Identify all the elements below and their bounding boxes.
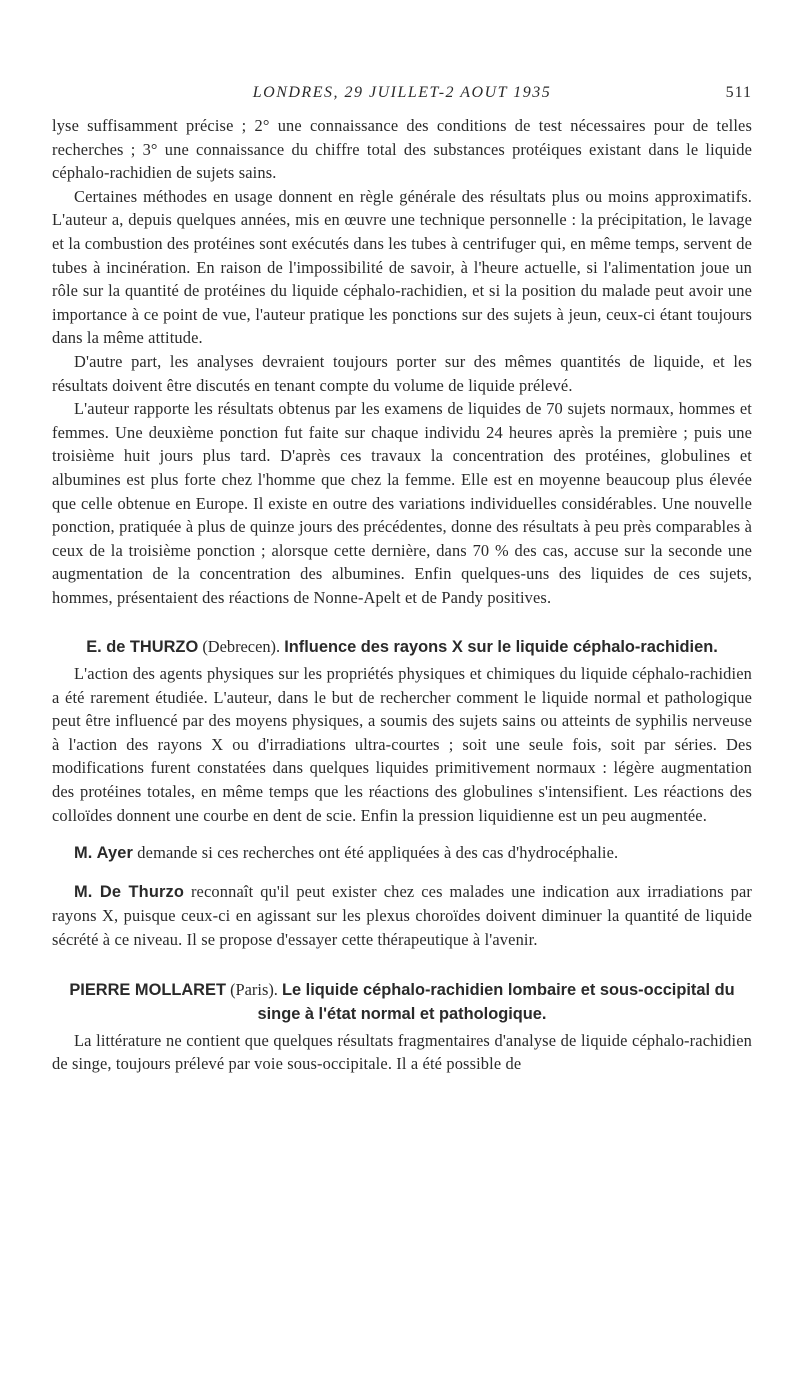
- author-name: E. de THURZO: [86, 638, 199, 657]
- author-name: PIERRE MOLLARET: [69, 980, 226, 999]
- article-mollaret: [52, 978, 752, 1076]
- author-affiliation: (Debrecen).: [202, 637, 281, 657]
- discussion-text: reconnaît qu'il peut exister chez ces malades une indication aux irradiations par rayons X, puisque ceux-ci en agissant sur les plexus choroïdes doivent diminuer la quantité de liquide sécrété à ce niveau. Il se propose d'essayer cette thérapeutique à l'avenir.: [52, 881, 752, 949]
- paragraph: Certaines méthodes en usage donnent en règle générale des résultats plus ou moins approximatifs. L'auteur a, depuis quelques années, mis en œuvre une technique personnelle : la précipitation, le lavage et la combustion des protéines sont exécutés dans les tubes à centrifuger qui, en même temps, servent de tubes à incinération. En raison de l'impossibilité de savoir, à l'heure actuelle, si l'alimentation joue un rôle sur la quantité de protéines du liquide céphalo-rachidien, et si la position du malade peut avoir une importance à ce point de vue, l'auteur pratique les ponctions sur des sujets à jeun, ceux-ci étant toujours dans la même attitude.: [52, 186, 752, 348]
- paragraph: L'auteur rapporte les résultats obtenus par les examens de liquides de 70 sujets normaux, hommes et femmes. Une deuxième ponction fut faite sur chaque individu 24 heures après la première ; puis une troisième huit jours plus tard. D'après ces travaux la concentration des protéines, globulines et albumines est plus forte chez l'homme que chez la femme. Elle est en moyenne beaucoup plus élevée que celle obtenue en Europe. Il existe en outre des variations individuelles considérables. Une nouvelle ponction, pratiquée à plus de quinze jours des précédentes, donne des résultats à peu près comparables à ceux de la troisième ponction ; alorsque cette dernière, dans 70 % des cas, accuse sur la seconde une augmentation de la concentration des albumines. Enfin quelques-uns des liquides de ces sujets, hommes, présentaient des réactions de Nonne-Apelt et de Pandy positives.: [52, 399, 752, 607]
- article-title: Le liquide céphalo-rachidien lombaire et sous-occipital du singe à l'état normal et pathologique.: [257, 980, 735, 1024]
- article-protein-analysis: [52, 114, 752, 609]
- paragraph: lyse suffisamment précise ; 2° une connaissance des conditions de test nécessaires pour de telles recherches ; 3° une connaissance du chiffre total des substances protéiques existant dans le liquide céphalo-rachidien de sujets sains.: [52, 116, 752, 183]
- article-thurzo: [52, 635, 752, 951]
- running-head: [52, 84, 752, 114]
- article-heading: [52, 978, 752, 1027]
- running-title: LONDRES, 29 JUILLET-2 AOUT 1935: [252, 84, 552, 101]
- author-affiliation: (Paris).: [230, 979, 278, 999]
- page-number: 511: [725, 84, 752, 101]
- discussion-text: demande si ces recherches ont été appliquées à des cas d'hydrocéphalie.: [137, 843, 619, 863]
- discussion-ayer: [52, 841, 752, 866]
- article-heading: [52, 635, 752, 660]
- paragraph: D'autre part, les analyses devraient toujours porter sur des mêmes quantités de liquide, et les résultats doivent être discutés en tenant compte du volume de liquide prélevé.: [52, 351, 752, 395]
- discussion-de-thurzo: [52, 880, 752, 952]
- paragraph: L'action des agents physiques sur les propriétés physiques et chimiques du liquide céphalo-rachidien a été rarement étudiée. L'auteur, dans le but de rechercher comment le liquide normal et pathologique peut être influencé par des moyens physiques, a soumis des sujets sains ou atteints de syphilis nerveuse à l'action des rayons X ou d'irradiations ultra-courtes ; soit une seule fois, soit par séries. Des modifications furent constatées dans quelques liquides primitivement normaux : légère augmentation des protéines totales, en même temps que les réactions des globulines s'intensifient. Les réactions des colloïdes donnent une courbe en dent de scie. Enfin la pression liquidienne est un peu augmentée.: [52, 664, 752, 825]
- article-title: Influence des rayons X sur le liquide céphalo-rachidien.: [284, 638, 718, 657]
- speaker-name: M. De Thurzo: [74, 882, 185, 901]
- speaker-name: M. Ayer: [74, 844, 134, 863]
- paragraph: La littérature ne contient que quelques résultats fragmentaires d'analyse de liquide céphalo-rachidien de singe, toujours prélevé par voie sous-occipitale. Il a été possible de: [52, 1030, 752, 1074]
